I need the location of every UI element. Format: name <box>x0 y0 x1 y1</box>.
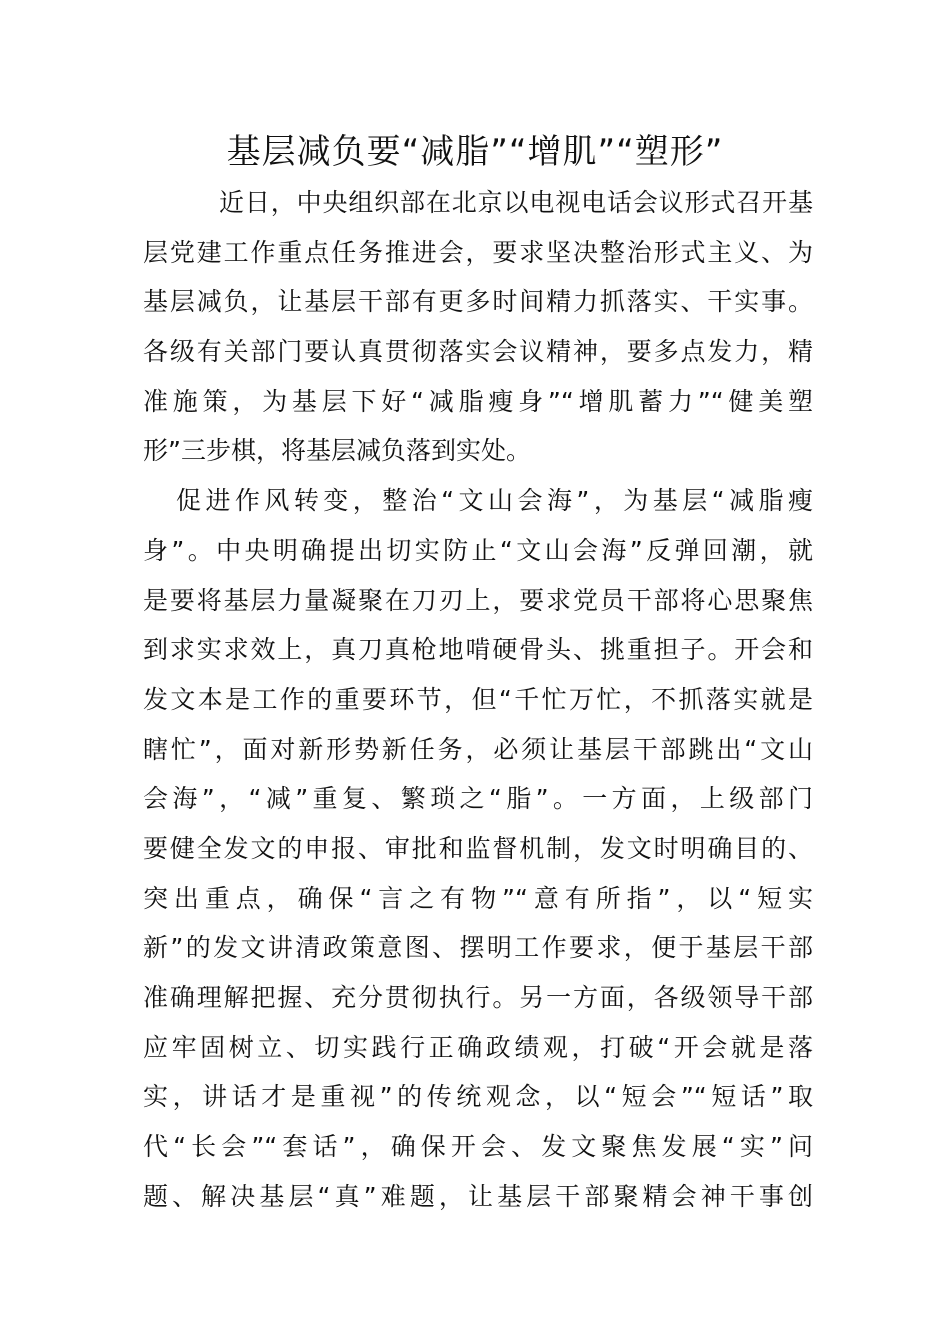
text-line: 基层减负，让基层干部有更多时间精力抓落实、干实事。 <box>143 287 813 317</box>
paragraph-2 <box>143 476 813 1221</box>
text-line: 发文本是工作的重要环节，但“千忙万忙，不抓落实就是 <box>143 684 813 714</box>
text-line: 会海”，“减”重复、繁琐之“脂”。一方面，上级部门 <box>143 784 813 814</box>
text-line: 应牢固树立、切实践行正确政绩观，打破“开会就是落 <box>143 1032 813 1062</box>
text-line: 近日，中央组织部在北京以电视电话会议形式召开基 <box>219 188 813 217</box>
text-line: 身”。中央明确提出切实防止“文山会海”反弹回潮，就 <box>143 535 813 565</box>
text-line: 瞎忙”，面对新形势新任务，必须让基层干部跳出“文山 <box>143 734 813 764</box>
text-line: 到求实求效上，真刀真枪地啃硬骨头、挑重担子。开会和 <box>143 635 813 665</box>
article-body <box>143 178 813 1221</box>
article-title: 基层减负要“减脂”“增肌”“塑形” <box>226 132 724 172</box>
text-line: 突出重点，确保“言之有物”“意有所指”，以“短实 <box>143 883 813 913</box>
paragraph-1 <box>143 178 813 476</box>
text-line: 形”三步棋，将基层减负落到实处。 <box>143 436 531 466</box>
text-line: 促进作风转变，整治“文山会海”，为基层“减脂瘦 <box>176 486 813 516</box>
text-line: 准确理解把握、充分贯彻执行。另一方面，各级领导干部 <box>143 983 813 1012</box>
text-line: 代“长会”“套话”，确保开会、发文聚焦发展“实”问 <box>143 1132 813 1162</box>
text-line: 要健全发文的申报、审批和监督机制，发文时明确目的、 <box>143 833 813 863</box>
text-line: 题、解决基层“真”难题，让基层干部聚精会神干事创 <box>143 1181 813 1211</box>
text-line: 实，讲话才是重视”的传统观念，以“短会”“短话”取 <box>143 1082 813 1112</box>
text-line: 新”的发文讲清政策意图、摆明工作要求，便于基层干部 <box>143 933 813 963</box>
text-line: 是要将基层力量凝聚在刀刃上，要求党员干部将心思聚焦 <box>143 585 813 615</box>
text-line: 各级有关部门要认真贯彻落实会议精神，要多点发力，精 <box>143 337 813 367</box>
text-line: 准施策，为基层下好“减脂瘦身”“增肌蓄力”“健美塑 <box>143 386 813 416</box>
text-line: 层党建工作重点任务推进会，要求坚决整治形式主义、为 <box>143 237 813 267</box>
